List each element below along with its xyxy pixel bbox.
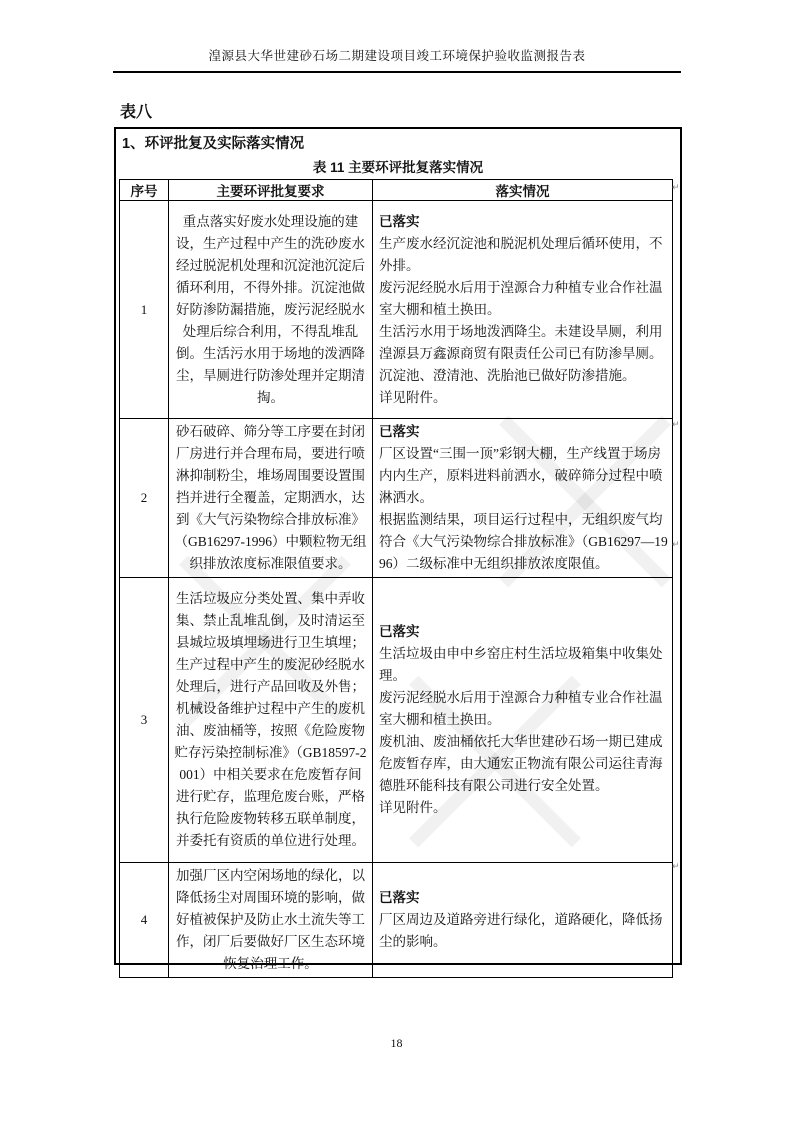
table-row bbox=[120, 201, 673, 419]
status-details bbox=[379, 909, 669, 953]
row-number: 3 bbox=[120, 578, 169, 863]
row-number: 1 bbox=[120, 201, 169, 419]
table-row bbox=[120, 419, 673, 578]
status-label: 已落实 bbox=[379, 624, 420, 639]
row-number: 4 bbox=[120, 863, 169, 978]
status-detail-line: 详见附件。 bbox=[379, 389, 447, 405]
section-title: 1、环评批复及实际落实情况 bbox=[122, 136, 305, 152]
status-detail-line: 废污泥经脱水后用于湟源合力种植专业合作社温室大棚和植土换田。 bbox=[379, 690, 663, 727]
requirement-cell: 砂石破碎、筛分等工序要在封闭厂房进行并合理布局，要进行喷淋抑制粉尘，堆场周围要设置围挡并进行全覆盖，定期洒水，达到《大气污染物综合排放标准》（GB16297-1996）中颗粒物无组织排放浓度标准限值要求。 bbox=[169, 419, 373, 578]
status-detail-line: 废污泥经脱水后用于湟源合力种植专业合作社温室大棚和植土换田。 bbox=[379, 279, 663, 317]
page-number: 18 bbox=[390, 1036, 403, 1050]
column-header-status: 落实情况 bbox=[373, 180, 673, 201]
status-detail-line: 沉淀池、澄清池、洗胎池已做好防渗措施。 bbox=[379, 367, 636, 383]
status-detail-line: 厂区周边及道路旁进行绿化，道路硬化，降低扬尘的影响。 bbox=[379, 912, 663, 949]
status-cell bbox=[373, 578, 673, 863]
paragraph-mark-icon: ↵ bbox=[672, 183, 680, 193]
status-cell bbox=[373, 201, 673, 419]
status-details bbox=[379, 443, 669, 575]
section-box bbox=[114, 127, 682, 971]
status-detail-line: 根据监测结果，项目运行过程中，无组织废气均符合《大气污染物综合排放标准》（GB16297—1996）二级标准中无组织排放浓度限值。 bbox=[379, 512, 668, 571]
status-details bbox=[379, 643, 669, 819]
column-header-no: 序号 bbox=[120, 180, 169, 201]
status-detail-line: 详见附件。 bbox=[379, 800, 447, 815]
paragraph-mark-icon: ↵ bbox=[672, 862, 680, 872]
status-detail-line: 生活污水用于场地泼洒降尘。未建设旱厕，利用湟源县万鑫源商贸有限责任公司已有防渗旱厕。 bbox=[379, 323, 663, 361]
status-detail-line: 生产废水经沉淀池和脱泥机处理后循环使用，不外排。 bbox=[379, 235, 663, 273]
table-row bbox=[120, 863, 673, 978]
status-detail-line: 厂区设置“三围一顶”彩钢大棚，生产线置于场房内内生产，原料进料前洒水，破碎筛分过程中喷淋洒水。 bbox=[379, 446, 663, 505]
status-label: 已落实 bbox=[379, 213, 420, 229]
table-row bbox=[120, 578, 673, 863]
requirement-cell: 生活垃圾应分类处置、集中弄收集、禁止乱堆乱倒，及时清运至县城垃圾填埋场进行卫生填埋；生产过程中产生的废泥砂经脱水处理后，进行产品回收及外售；机械设备维护过程中产生的废机油、废油桶等，按照《危险废物贮存污染控制标准》（GB18597-2001）中相关要求在危废暂存间进行贮存，监理危废台账，严格执行危险废物转移五联单制度，并委托有资质的单位进行处理。 bbox=[169, 578, 373, 863]
status-cell bbox=[373, 419, 673, 578]
running-header bbox=[113, 46, 681, 73]
table-header-row bbox=[120, 180, 673, 201]
status-detail-line: 废机油、废油桶依托大华世建砂石场一期已建成危废暂存库，由大通宏正物流有限公司运往青海德胜环能科技有限公司进行安全处置。 bbox=[379, 734, 663, 793]
row-number: 2 bbox=[120, 419, 169, 578]
status-label: 已落实 bbox=[379, 890, 420, 905]
table-eight-label: 表八 bbox=[120, 104, 153, 121]
doc-title: 湟源县大华世建砂石场二期建设项目竣工环境保护验收监测报告表 bbox=[208, 49, 586, 63]
paragraph-mark-icon: ↵ bbox=[672, 540, 680, 550]
requirement-cell: 重点落实好废水处理设施的建设，生产过程中产生的洗砂废水经过脱泥机处理和沉淀池沉淀后循环利用，不得外排。沉淀池做好防渗防漏措施，废污泥经脱水处理后综合利用，不得乱堆乱倒。生活污水用于场地的泼洒降尘，旱厕进行防渗处理并定期清掏。 bbox=[169, 201, 373, 419]
status-detail-line: 生活垃圾由申中乡窑庄村生活垃圾箱集中收集处理。 bbox=[379, 646, 663, 683]
table-caption: 表 11 主要环评批复落实情况 bbox=[312, 160, 484, 175]
approval-implementation-table bbox=[119, 179, 673, 978]
status-cell bbox=[373, 863, 673, 978]
requirement-cell: 加强厂区内空闲场地的绿化，以降低扬尘对周围环境的影响，做好植被保护及防止水土流失等工作，闭厂后要做好厂区生态环境恢复治理工作。 bbox=[169, 863, 373, 978]
status-label: 已落实 bbox=[379, 424, 420, 439]
column-header-requirement: 主要环评批复要求 bbox=[169, 180, 373, 201]
status-details bbox=[379, 233, 669, 409]
paragraph-mark-icon: ↵ bbox=[672, 420, 680, 430]
